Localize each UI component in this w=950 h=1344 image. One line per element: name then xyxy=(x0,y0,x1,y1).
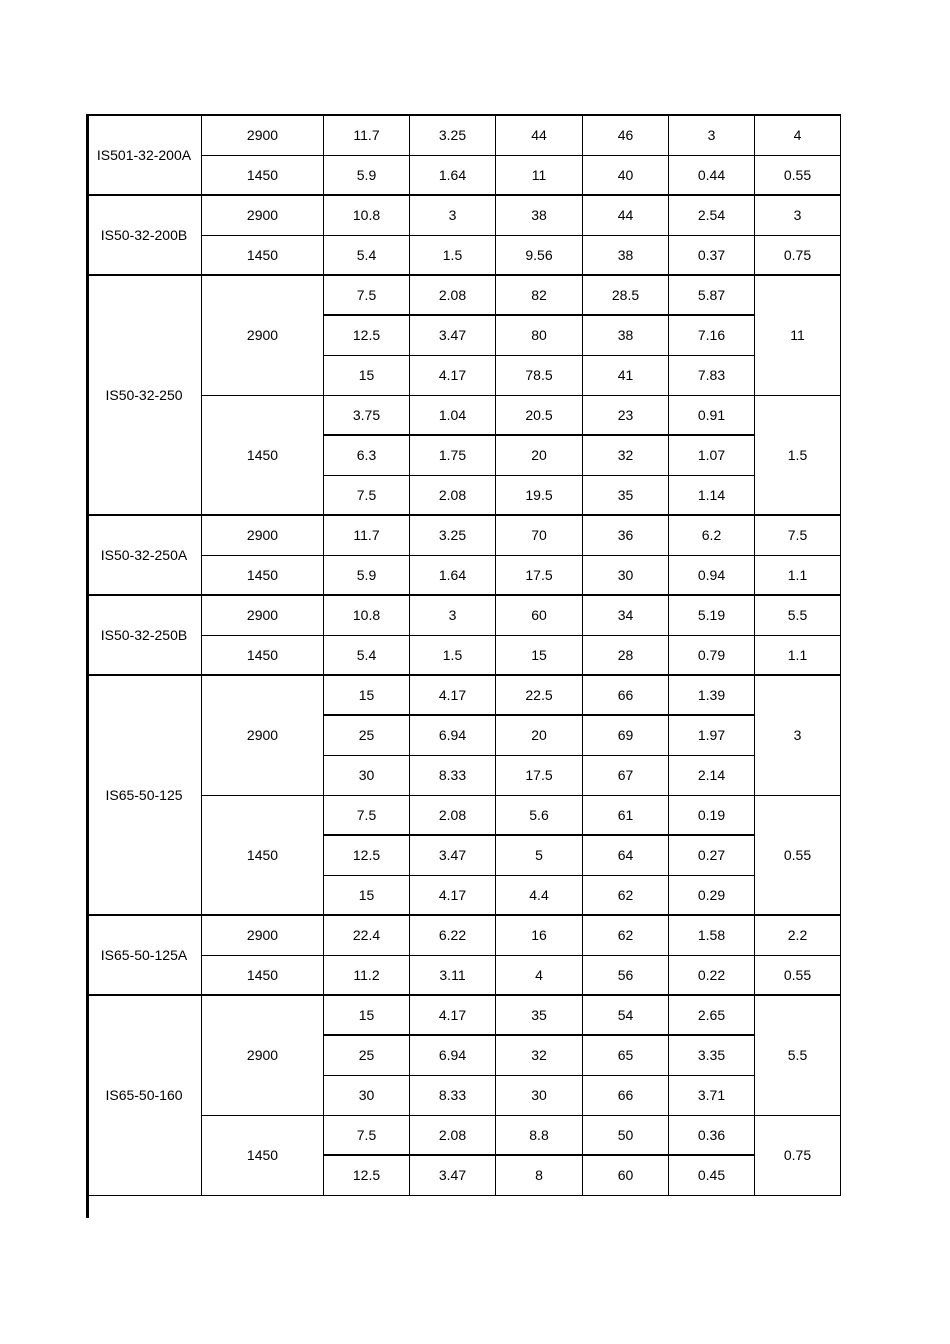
value-cell: 2.08 xyxy=(410,475,496,515)
value-cell: 6.94 xyxy=(410,715,496,755)
value-cell: 30 xyxy=(583,555,669,595)
power-cell: 1.1 xyxy=(755,635,841,675)
value-cell: 12.5 xyxy=(324,1155,410,1195)
value-cell: 62 xyxy=(583,875,669,915)
value-cell: 3.11 xyxy=(410,955,496,995)
value-cell: 20 xyxy=(496,715,583,755)
value-cell: 5.4 xyxy=(324,635,410,675)
value-cell: 1.14 xyxy=(669,475,755,515)
value-cell: 20.5 xyxy=(496,395,583,435)
value-cell: 3.35 xyxy=(669,1035,755,1075)
value-cell: 17.5 xyxy=(496,555,583,595)
value-cell: 61 xyxy=(583,795,669,835)
speed-cell: 1450 xyxy=(202,395,324,515)
power-cell: 0.55 xyxy=(755,955,841,995)
value-cell: 36 xyxy=(583,515,669,555)
pump-spec-table-body xyxy=(87,115,841,1195)
value-cell: 46 xyxy=(583,115,669,155)
table-row xyxy=(87,115,841,155)
power-cell: 5.5 xyxy=(755,995,841,1115)
value-cell: 30 xyxy=(324,1075,410,1115)
value-cell: 1.97 xyxy=(669,715,755,755)
value-cell: 35 xyxy=(496,995,583,1035)
value-cell: 1.07 xyxy=(669,435,755,475)
power-cell: 4 xyxy=(755,115,841,155)
value-cell: 4.4 xyxy=(496,875,583,915)
pump-spec-table-container xyxy=(86,114,840,1218)
value-cell: 12.5 xyxy=(324,835,410,875)
value-cell: 66 xyxy=(583,1075,669,1115)
value-cell: 41 xyxy=(583,355,669,395)
table-row xyxy=(87,515,841,555)
value-cell: 54 xyxy=(583,995,669,1035)
value-cell: 60 xyxy=(496,595,583,635)
table-row xyxy=(87,915,841,955)
value-cell: 6.3 xyxy=(324,435,410,475)
value-cell: 8.8 xyxy=(496,1115,583,1155)
value-cell: 25 xyxy=(324,715,410,755)
value-cell: 17.5 xyxy=(496,755,583,795)
value-cell: 3.75 xyxy=(324,395,410,435)
value-cell: 0.44 xyxy=(669,155,755,195)
value-cell: 7.83 xyxy=(669,355,755,395)
value-cell: 19.5 xyxy=(496,475,583,515)
power-cell: 1.5 xyxy=(755,395,841,515)
value-cell: 32 xyxy=(583,435,669,475)
value-cell: 10.8 xyxy=(324,595,410,635)
value-cell: 5.9 xyxy=(324,155,410,195)
value-cell: 3 xyxy=(410,595,496,635)
value-cell: 0.36 xyxy=(669,1115,755,1155)
value-cell: 69 xyxy=(583,715,669,755)
value-cell: 64 xyxy=(583,835,669,875)
value-cell: 6.94 xyxy=(410,1035,496,1075)
power-cell: 2.2 xyxy=(755,915,841,955)
value-cell: 10.8 xyxy=(324,195,410,235)
value-cell: 80 xyxy=(496,315,583,355)
value-cell: 0.27 xyxy=(669,835,755,875)
value-cell: 5.9 xyxy=(324,555,410,595)
value-cell: 6.22 xyxy=(410,915,496,955)
value-cell: 62 xyxy=(583,915,669,955)
value-cell: 0.79 xyxy=(669,635,755,675)
value-cell: 0.45 xyxy=(669,1155,755,1195)
value-cell: 1.5 xyxy=(410,235,496,275)
speed-cell: 2900 xyxy=(202,275,324,395)
value-cell: 9.56 xyxy=(496,235,583,275)
value-cell: 11.2 xyxy=(324,955,410,995)
speed-cell: 2900 xyxy=(202,675,324,795)
value-cell: 0.19 xyxy=(669,795,755,835)
value-cell: 5.87 xyxy=(669,275,755,315)
value-cell: 15 xyxy=(324,355,410,395)
power-cell: 3 xyxy=(755,195,841,235)
power-cell: 0.75 xyxy=(755,235,841,275)
value-cell: 60 xyxy=(583,1155,669,1195)
value-cell: 30 xyxy=(324,755,410,795)
value-cell: 11.7 xyxy=(324,115,410,155)
value-cell: 3.47 xyxy=(410,315,496,355)
value-cell: 35 xyxy=(583,475,669,515)
value-cell: 15 xyxy=(324,675,410,715)
value-cell: 5 xyxy=(496,835,583,875)
value-cell: 65 xyxy=(583,1035,669,1075)
value-cell: 28.5 xyxy=(583,275,669,315)
speed-cell: 2900 xyxy=(202,115,324,155)
speed-cell: 2900 xyxy=(202,515,324,555)
speed-cell: 1450 xyxy=(202,1115,324,1195)
value-cell: 2.54 xyxy=(669,195,755,235)
value-cell: 1.04 xyxy=(410,395,496,435)
value-cell: 1.5 xyxy=(410,635,496,675)
value-cell: 12.5 xyxy=(324,315,410,355)
value-cell: 44 xyxy=(496,115,583,155)
value-cell: 16 xyxy=(496,915,583,955)
value-cell: 7.5 xyxy=(324,1115,410,1155)
speed-cell: 1450 xyxy=(202,555,324,595)
value-cell: 2.65 xyxy=(669,995,755,1035)
speed-cell: 2900 xyxy=(202,915,324,955)
value-cell: 38 xyxy=(496,195,583,235)
value-cell: 0.37 xyxy=(669,235,755,275)
value-cell: 1.64 xyxy=(410,555,496,595)
value-cell: 8.33 xyxy=(410,1075,496,1115)
value-cell: 0.22 xyxy=(669,955,755,995)
value-cell: 23 xyxy=(583,395,669,435)
value-cell: 1.39 xyxy=(669,675,755,715)
value-cell: 4.17 xyxy=(410,675,496,715)
value-cell: 38 xyxy=(583,235,669,275)
value-cell: 4.17 xyxy=(410,875,496,915)
speed-cell: 1450 xyxy=(202,155,324,195)
table-row xyxy=(87,995,841,1035)
value-cell: 40 xyxy=(583,155,669,195)
value-cell: 5.19 xyxy=(669,595,755,635)
value-cell: 4.17 xyxy=(410,355,496,395)
value-cell: 44 xyxy=(583,195,669,235)
model-cell: IS65-50-125 xyxy=(87,675,202,915)
model-cell: IS65-50-160 xyxy=(87,995,202,1195)
value-cell: 30 xyxy=(496,1075,583,1115)
value-cell: 7.5 xyxy=(324,275,410,315)
speed-cell: 1450 xyxy=(202,795,324,915)
value-cell: 3 xyxy=(410,195,496,235)
value-cell: 32 xyxy=(496,1035,583,1075)
power-cell: 7.5 xyxy=(755,515,841,555)
value-cell: 34 xyxy=(583,595,669,635)
value-cell: 70 xyxy=(496,515,583,555)
value-cell: 7.5 xyxy=(324,475,410,515)
value-cell: 38 xyxy=(583,315,669,355)
value-cell: 7.5 xyxy=(324,795,410,835)
table-row xyxy=(87,595,841,635)
value-cell: 15 xyxy=(324,875,410,915)
model-cell: IS65-50-125A xyxy=(87,915,202,995)
value-cell: 4 xyxy=(496,955,583,995)
value-cell: 66 xyxy=(583,675,669,715)
power-cell: 5.5 xyxy=(755,595,841,635)
model-cell: IS50-32-250A xyxy=(87,515,202,595)
pump-spec-table xyxy=(86,114,841,1196)
value-cell: 2.08 xyxy=(410,275,496,315)
value-cell: 2.08 xyxy=(410,1115,496,1155)
value-cell: 56 xyxy=(583,955,669,995)
power-cell: 11 xyxy=(755,275,841,395)
table-row xyxy=(87,195,841,235)
value-cell: 22.4 xyxy=(324,915,410,955)
value-cell: 22.5 xyxy=(496,675,583,715)
value-cell: 0.91 xyxy=(669,395,755,435)
speed-cell: 1450 xyxy=(202,235,324,275)
value-cell: 2.08 xyxy=(410,795,496,835)
value-cell: 15 xyxy=(496,635,583,675)
value-cell: 0.94 xyxy=(669,555,755,595)
model-cell: IS501-32-200A xyxy=(87,115,202,195)
value-cell: 3 xyxy=(669,115,755,155)
model-cell: IS50-32-250 xyxy=(87,275,202,515)
value-cell: 25 xyxy=(324,1035,410,1075)
value-cell: 8.33 xyxy=(410,755,496,795)
value-cell: 67 xyxy=(583,755,669,795)
model-cell: IS50-32-250B xyxy=(87,595,202,675)
value-cell: 82 xyxy=(496,275,583,315)
speed-cell: 1450 xyxy=(202,635,324,675)
power-cell: 1.1 xyxy=(755,555,841,595)
value-cell: 1.75 xyxy=(410,435,496,475)
value-cell: 1.64 xyxy=(410,155,496,195)
power-cell: 3 xyxy=(755,675,841,795)
speed-cell: 2900 xyxy=(202,595,324,635)
power-cell: 0.75 xyxy=(755,1115,841,1195)
value-cell: 3.47 xyxy=(410,1155,496,1195)
table-row xyxy=(87,275,841,315)
value-cell: 11.7 xyxy=(324,515,410,555)
value-cell: 3.25 xyxy=(410,515,496,555)
power-cell: 0.55 xyxy=(755,795,841,915)
value-cell: 2.14 xyxy=(669,755,755,795)
value-cell: 28 xyxy=(583,635,669,675)
speed-cell: 2900 xyxy=(202,995,324,1115)
value-cell: 20 xyxy=(496,435,583,475)
value-cell: 3.47 xyxy=(410,835,496,875)
value-cell: 3.71 xyxy=(669,1075,755,1115)
value-cell: 1.58 xyxy=(669,915,755,955)
value-cell: 5.6 xyxy=(496,795,583,835)
power-cell: 0.55 xyxy=(755,155,841,195)
table-row xyxy=(87,675,841,715)
speed-cell: 2900 xyxy=(202,195,324,235)
value-cell: 5.4 xyxy=(324,235,410,275)
value-cell: 8 xyxy=(496,1155,583,1195)
value-cell: 0.29 xyxy=(669,875,755,915)
model-cell: IS50-32-200B xyxy=(87,195,202,275)
value-cell: 4.17 xyxy=(410,995,496,1035)
value-cell: 50 xyxy=(583,1115,669,1155)
speed-cell: 1450 xyxy=(202,955,324,995)
value-cell: 7.16 xyxy=(669,315,755,355)
value-cell: 78.5 xyxy=(496,355,583,395)
value-cell: 3.25 xyxy=(410,115,496,155)
value-cell: 15 xyxy=(324,995,410,1035)
value-cell: 6.2 xyxy=(669,515,755,555)
value-cell: 11 xyxy=(496,155,583,195)
